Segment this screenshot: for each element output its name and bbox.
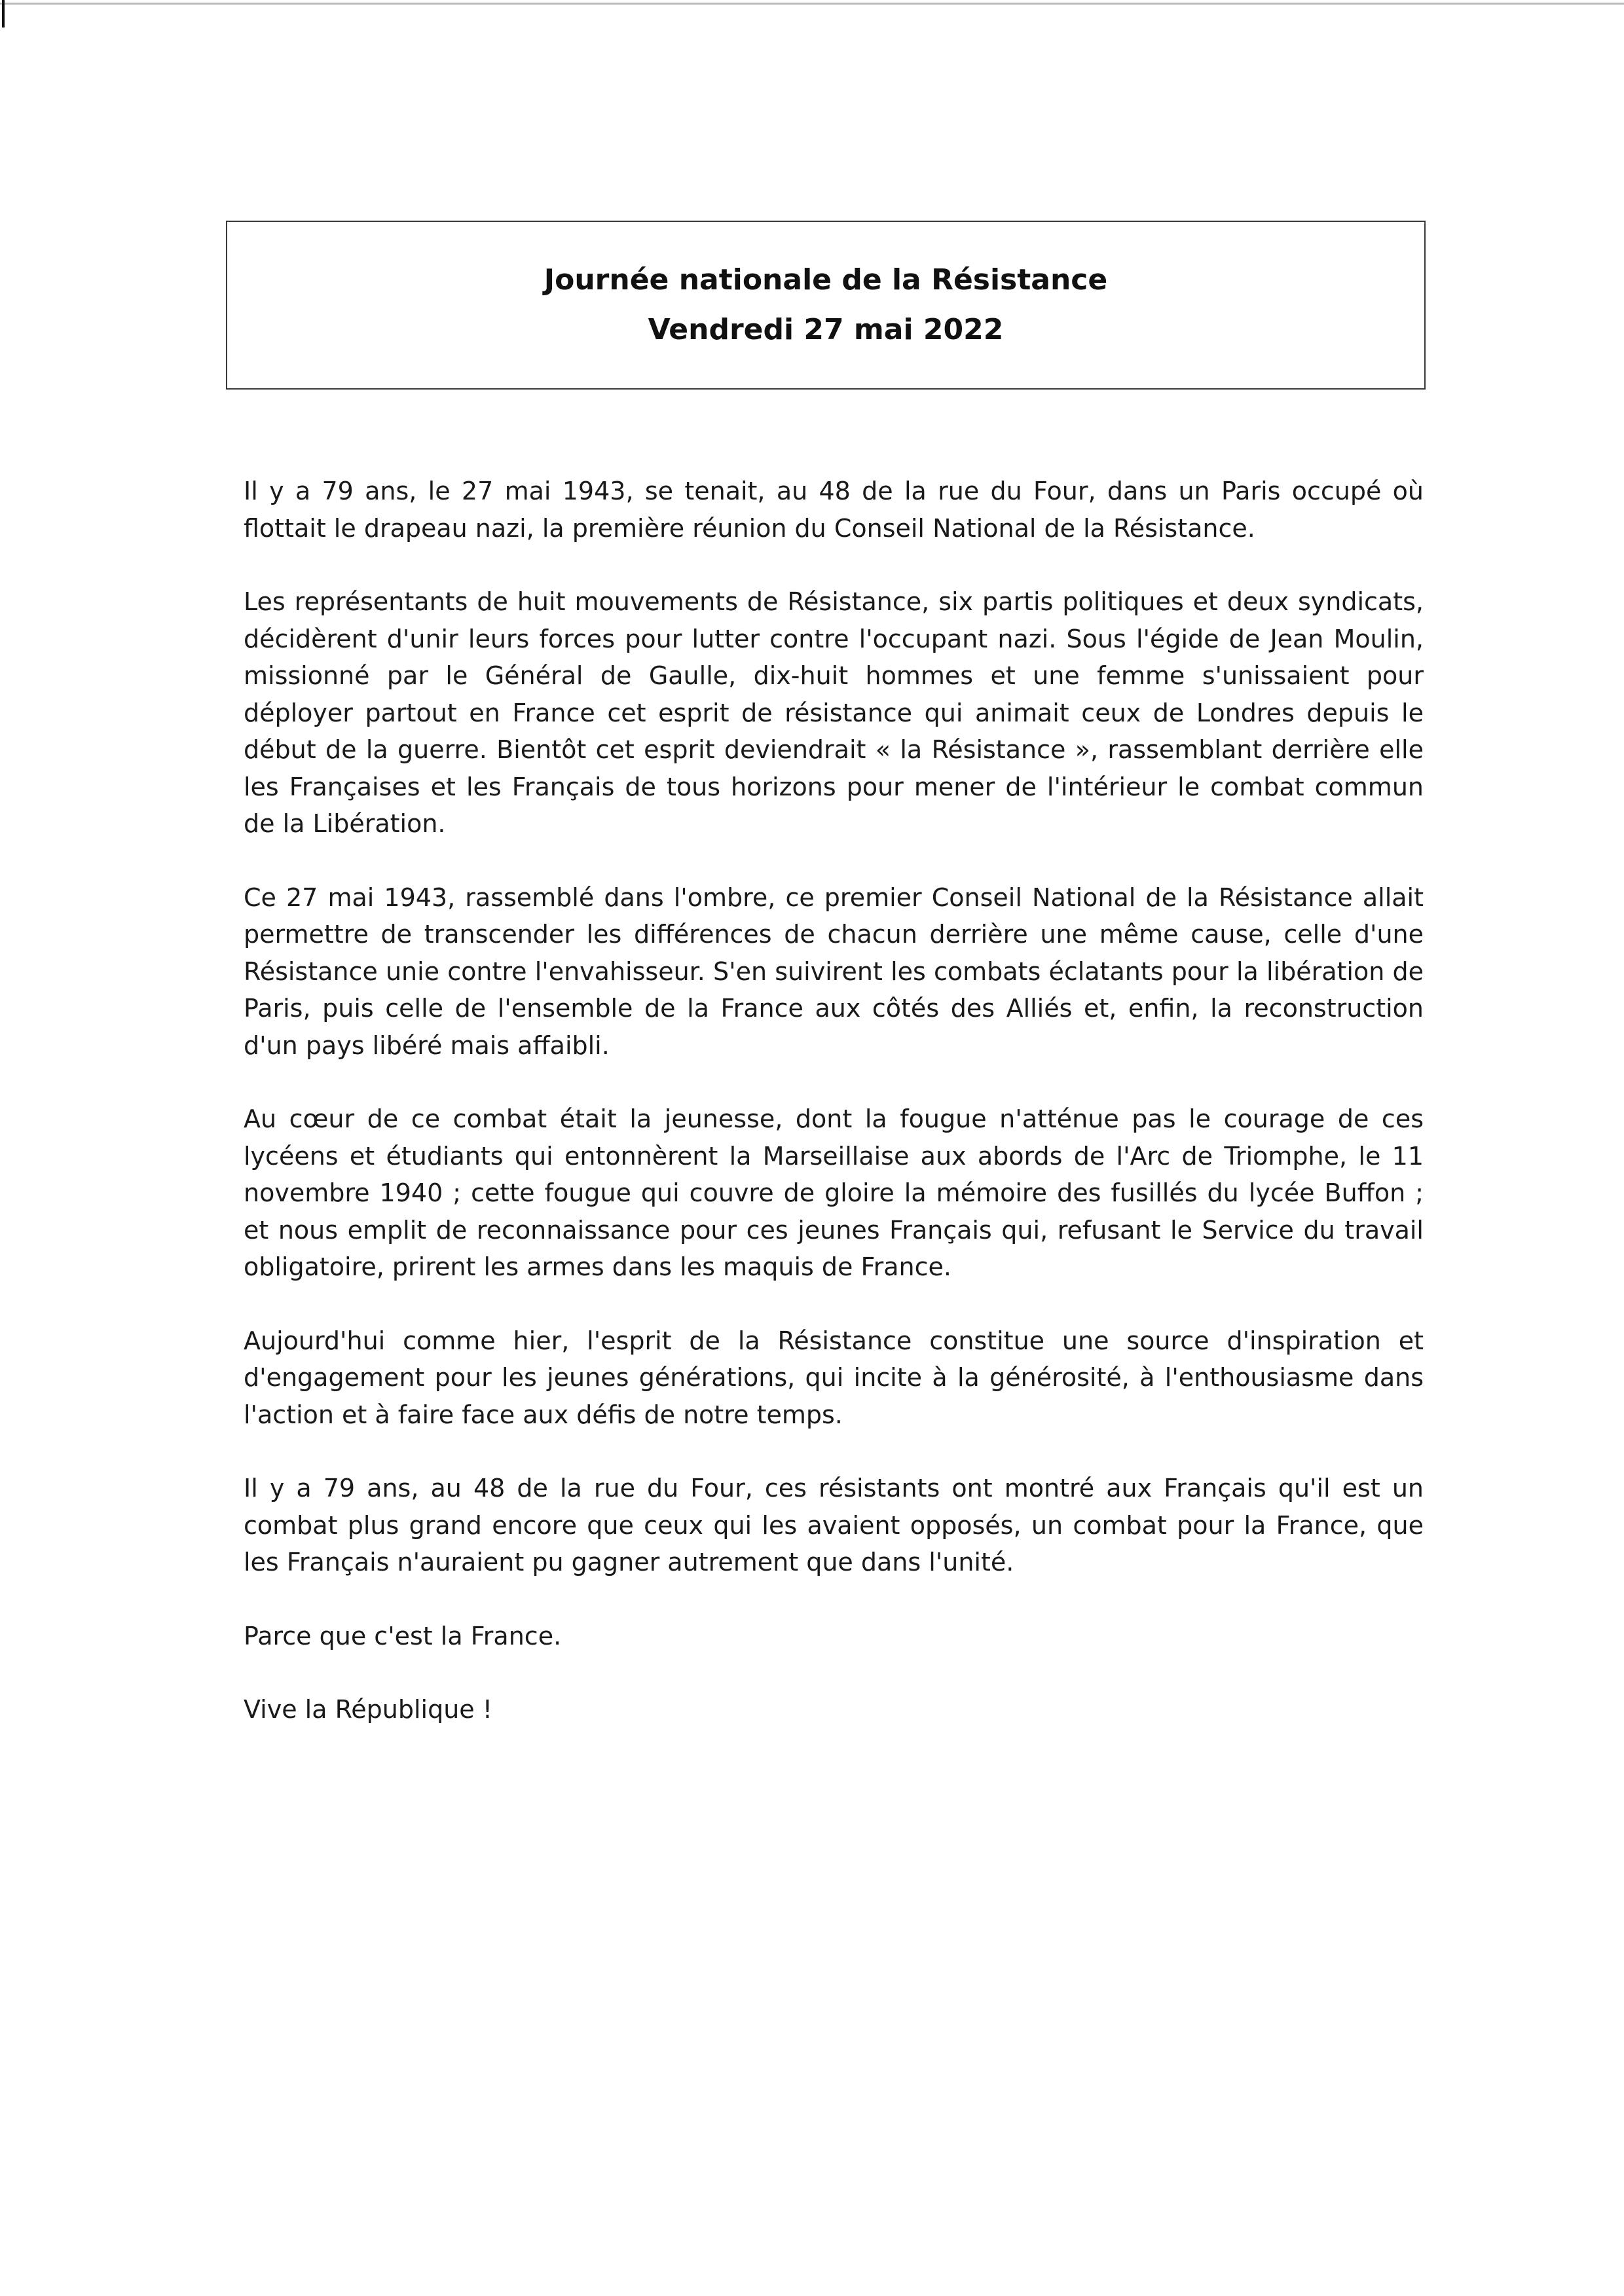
paragraph-3: Ce 27 mai 1943, rassemblé dans l'ombre, ce premier Conseil National de la Résistance allait permettre de transcender les différences de chacun derrière une même cause, celle d'une Résistance unie contre l'envahisseur. S'en suivirent les combats éclatants pour la libération de Paris, puis celle de l'ensemble de la France aux côtés des Alliés et, enfin, la reconstruction d'un pays libéré mais affaibli.	[244, 883, 1424, 1060]
scan-edge-mark	[2, 0, 5, 27]
paragraph-1: Il y a 79 ans, le 27 mai 1943, se tenait, au 48 de la rue du Four, dans un Paris occupé où flottait le drapeau nazi, la première réunion du Conseil National de la Résistance.	[244, 477, 1424, 543]
paragraph-6: Il y a 79 ans, au 48 de la rue du Four, ces résistants ont montré aux Français qu'il est un combat plus grand encore que ceux qui les avaient opposés, un combat pour la France, que les Français n'auraient pu gagner autrement que dans l'unité.	[244, 1474, 1424, 1576]
page-date: Vendredi 27 mai 2022	[648, 313, 1004, 346]
page-title: Journée nationale de la Résistance	[544, 263, 1108, 297]
closing-line-1: Parce que c'est la France.	[244, 1621, 562, 1650]
paragraph-5: Aujourd'hui comme hier, l'esprit de la Résistance constitue une source d'inspiration et d'engagement pour les jeunes générations, qui incite à la générosité, à l'enthousiasme dans l'action et à faire face aux défis de notre temps.	[244, 1326, 1424, 1429]
title-box	[226, 221, 1426, 390]
top-scan-rule	[0, 3, 1624, 5]
closing-lines	[244, 1618, 1424, 1728]
closing-line-2: Vive la République !	[244, 1695, 492, 1724]
paragraph-2: Les représentants de huit mouvements de Résistance, six partis politiques et deux syndicats, décidèrent d'unir leurs forces pour lutter contre l'occupant nazi. Sous l'égide de Jean Moulin, missionné par le Général de Gaulle, dix-huit hommes et une femme s'unissaient pour déployer partout en France cet esprit de résistance qui animait ceux de Londres depuis le début de la guerre. Bientôt cet esprit deviendrait « la Résistance », rassemblant derrière elle les Françaises et les Français de tous horizons pour mener de l'intérieur le combat commun de la Libération.	[244, 587, 1424, 838]
speech-body	[244, 473, 1424, 1765]
paragraph-4: Au cœur de ce combat était la jeunesse, dont la fougue n'atténue pas le courage de ces lycéens et étudiants qui entonnèrent la Marseillaise aux abords de l'Arc de Triomphe, le 11 novembre 1940 ; cette fougue qui couvre de gloire la mémoire des fusillés du lycée Buffon ; et nous emplit de reconnaissance pour ces jeunes Français qui, refusant le Service du travail obligatoire, prirent les armes dans les maquis de France.	[244, 1104, 1424, 1281]
